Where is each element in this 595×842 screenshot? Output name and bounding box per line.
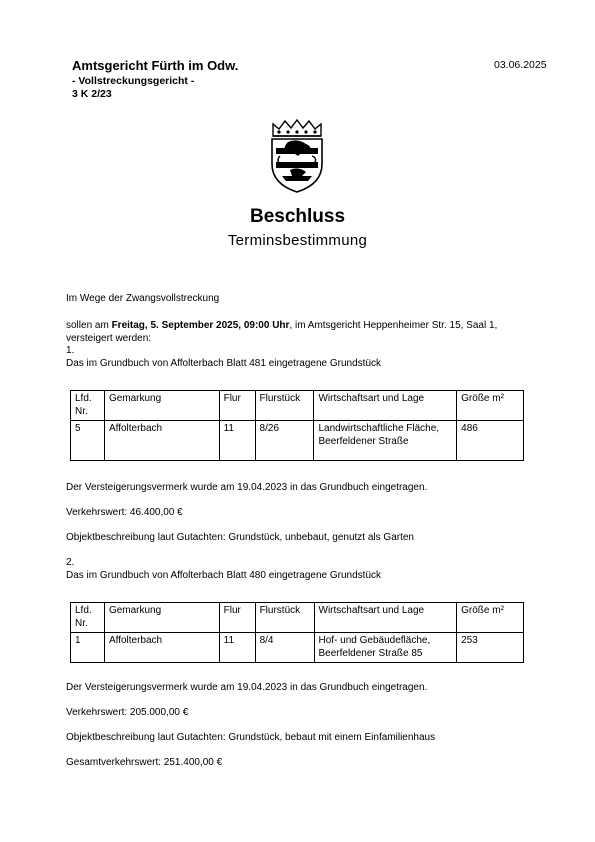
document-date: 03.06.2025: [494, 59, 547, 71]
cell-wirtschaftsart: Landwirtschaftliche Fläche, Beerfeldener Straße: [314, 421, 457, 461]
auction-suffix: , im Amtsgericht Heppenheimer Str. 15, Saal 1, versteigert werden:: [66, 320, 498, 344]
cell-gemarkung: Affolterbach: [104, 633, 219, 663]
header-flurstueck: Flurstück: [255, 391, 314, 421]
property-1-vermerk: Der Versteigerungsvermerk wurde am 19.04.2023 in das Grundbuch eingetragen.: [66, 482, 428, 493]
auction-prefix: sollen am: [66, 320, 112, 331]
property-1-description: Das im Grundbuch von Affolterbach Blatt 481 eingetragene Grundstück: [66, 358, 382, 369]
property-1-objektbeschreibung: Objektbeschreibung laut Gutachten: Grundstück, unbebaut, genutzt als Garten: [66, 532, 414, 543]
cell-flurstueck: 8/26: [255, 421, 314, 461]
auction-datetime: Freitag, 5. September 2025, 09:00 Uhr: [111, 320, 290, 331]
property-2-objektbeschreibung: Objektbeschreibung laut Gutachten: Grundstück, bebaut mit einem Einfamilienhaus: [66, 732, 436, 743]
header-lfd-nr: Lfd. Nr.: [71, 391, 105, 421]
header-groesse: Größe m²: [457, 391, 524, 421]
header-flur: Flur: [219, 391, 255, 421]
header-flur: Flur: [219, 603, 255, 633]
header-gemarkung: Gemarkung: [104, 603, 219, 633]
table-header-row: [71, 391, 524, 421]
table-row: [71, 633, 524, 663]
property-2-number: 2.: [66, 557, 75, 568]
property-1-verkehrswert: Verkehrswert: 46.400,00 €: [66, 507, 183, 518]
cell-flur: 11: [219, 633, 255, 663]
header-flurstueck: Flurstück: [255, 603, 314, 633]
property-2-vermerk: Der Versteigerungsvermerk wurde am 19.04.2023 in das Grundbuch eingetragen.: [66, 682, 428, 693]
cell-lfd-nr: 5: [71, 421, 105, 461]
header-wirtschaftsart: Wirtschaftsart und Lage: [314, 603, 457, 633]
court-department: - Vollstreckungsgericht -: [72, 75, 195, 87]
hessen-coat-of-arms-icon: [268, 118, 326, 194]
property-2-verkehrswert: Verkehrswert: 205.000,00 €: [66, 707, 189, 718]
table-row: [71, 421, 524, 461]
property-1-table: [70, 390, 524, 461]
cell-groesse: 253: [457, 633, 524, 663]
header-lfd-nr: Lfd. Nr.: [71, 603, 105, 633]
property-1-number: 1.: [66, 345, 75, 356]
cell-wirtschaftsart: Hof- und Gebäudefläche, Beerfeldener Straße 85: [314, 633, 457, 663]
document-subtitle: Terminsbestimmung: [227, 232, 368, 249]
table-header-row: [71, 603, 524, 633]
court-name: Amtsgericht Fürth im Odw.: [72, 58, 239, 73]
cell-flurstueck: 8/4: [255, 633, 314, 663]
gesamtverkehrswert: Gesamtverkehrswert: 251.400,00 €: [66, 757, 223, 768]
header-wirtschaftsart: Wirtschaftsart und Lage: [314, 391, 457, 421]
cell-groesse: 486: [457, 421, 524, 461]
cell-lfd-nr: 1: [71, 633, 105, 663]
property-2-description: Das im Grundbuch von Affolterbach Blatt 480 eingetragene Grundstück: [66, 570, 382, 581]
header-groesse: Größe m²: [457, 603, 524, 633]
property-2-table: [70, 602, 524, 663]
case-number: 3 K 2/23: [72, 88, 112, 100]
header-gemarkung: Gemarkung: [104, 391, 219, 421]
cell-flur: 11: [219, 421, 255, 461]
document-title: Beschluss: [249, 206, 346, 227]
auction-sentence: [66, 320, 529, 345]
cell-gemarkung: Affolterbach: [104, 421, 219, 461]
intro-text: Im Wege der Zwangsvollstreckung: [66, 293, 220, 304]
